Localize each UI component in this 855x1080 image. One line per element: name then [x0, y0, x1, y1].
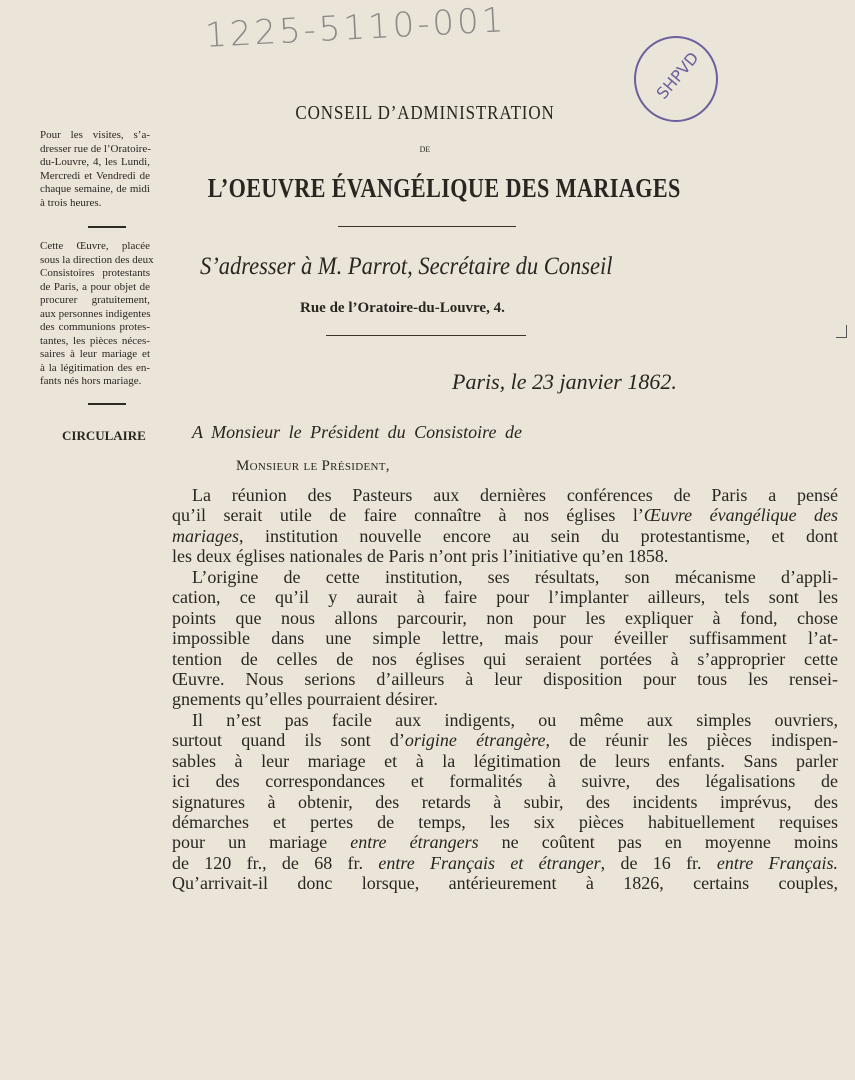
text: gnements qu’elles pourraient désirer.: [172, 689, 438, 710]
body-line: [172, 751, 838, 771]
italic-text: Œuvre évangélique des: [643, 505, 839, 526]
body-line: [172, 812, 838, 832]
text: les deux églises nationales de Paris n’ont pris l’initiative qu’en 1858.: [172, 546, 669, 567]
letter-date: Paris, le 23 janvier 1862.: [452, 369, 677, 394]
addressee-line: A Monsieur le Président du Consistoire de: [192, 422, 522, 442]
sidebar-divider: [88, 226, 126, 228]
heading-de: DE: [419, 145, 431, 154]
text: démarches et pertes de temps, les six pièces habituellement requises: [172, 812, 838, 832]
sidebar-line: Pour les visites, s’a-: [40, 129, 150, 141]
body-line: [172, 771, 838, 791]
text: ne coûtent pas en moyenne moins: [478, 832, 838, 853]
contact-line: S’adresser à M. Parrot, Secrétaire du Conseil: [200, 253, 613, 280]
sidebar-line: dresser rue de l’Oratoire-: [40, 142, 151, 155]
sidebar-line: du-Louvre, 4, les Lundi,: [40, 156, 150, 168]
sidebar-line: fants nés hors mariage.: [40, 375, 142, 387]
body-line: [172, 526, 838, 546]
text: , de réunir les pièces indispen-: [545, 730, 839, 751]
body-line: [172, 587, 838, 607]
sidebar-line: aux personnes indigentes: [40, 307, 151, 320]
text: impossible dans une simple lettre, mais pour éveiller suffisamment l’at-: [172, 628, 838, 649]
text: La réunion des Pasteurs aux dernières conférences de Paris a pensé: [192, 485, 838, 505]
circular-label: CIRCULAIRE: [62, 428, 146, 443]
sidebar-line: procurer gratuitement,: [40, 294, 150, 306]
text: tention de celles de nos églises qui seraient portées à s’approprier cette: [172, 648, 838, 669]
body-line: [172, 832, 838, 852]
crop-mark: [836, 325, 847, 338]
sidebar-divider: [88, 403, 126, 405]
text: Œuvre. Nous serions d’ailleurs à leur disposition pour tous les rensei-: [172, 668, 838, 689]
body-line: [172, 628, 838, 648]
handwritten-archive-number: 1225-5110-001: [204, 0, 508, 56]
sidebar-purpose: [40, 240, 154, 389]
salutation: Monsieur le Président,: [236, 458, 390, 474]
body-line: [172, 710, 838, 730]
sidebar-line: chaque semaine, de midi: [40, 183, 150, 195]
sidebar-line: Cette Œuvre, placée: [40, 240, 150, 252]
body-line: [172, 873, 838, 893]
text: L’origine de cette institution, ses résultats, son mécanisme d’appli-: [192, 566, 838, 587]
body-line: [172, 505, 838, 525]
italic-text: entre Français et étranger: [378, 852, 601, 873]
italic-text: entre étrangers: [350, 832, 479, 853]
sidebar-line: Consistoires protestants: [40, 267, 150, 279]
text: signatures à obtenir, des retards à subir, des incidents imprévus, des: [172, 791, 838, 812]
council-heading: CONSEIL D’ADMINISTRATION: [295, 102, 555, 124]
body-line: [172, 689, 838, 709]
sidebar-line: saires à leur mariage et: [40, 348, 150, 360]
text: Qu’arrivait-il donc lorsque, antérieurement à 1826, certains couples,: [172, 873, 838, 894]
text: , de 16 fr.: [600, 852, 717, 873]
text: cation, ce qu’il y aurait à faire pour l’implanter ailleurs, tels sont les: [172, 587, 838, 608]
italic-text: origine étrangère: [404, 730, 546, 751]
body-line: [172, 669, 838, 689]
stamp-text: SHPVD: [652, 48, 703, 103]
body-line: [172, 608, 838, 628]
sidebar-line: des communions protes-: [40, 321, 150, 333]
sidebar-line: à la légitimation des en-: [40, 361, 150, 374]
document-title: L’OEUVRE ÉVANGÉLIQUE DES MARIAGES: [207, 173, 681, 203]
body-line: [172, 567, 838, 587]
body-line: [172, 485, 838, 505]
text: qu’il serait utile de faire connaître à nos églises l’: [172, 505, 644, 526]
text: ici des correspondances et formalités à suivre, des légalisations de: [172, 771, 838, 792]
text: sables à leur mariage et à la légitimation de leurs enfants. Sans parler: [172, 750, 838, 771]
sidebar-line: à trois heures.: [40, 196, 102, 209]
italic-text: mariages: [172, 525, 239, 546]
body-line: [172, 730, 838, 750]
body-line: [172, 792, 838, 812]
body-line: [172, 546, 838, 566]
text: , institution nouvelle encore au sein du protestantisme, et dont: [239, 525, 838, 546]
sidebar-line: de Paris, a pour objet de: [40, 280, 150, 293]
sidebar-line: sous la direction des deux: [40, 253, 154, 266]
body-line: [172, 853, 838, 873]
text: Il n’est pas facile aux indigents, ou même aux simples ouvriers,: [192, 709, 838, 730]
body-line: [172, 649, 838, 669]
ornament-divider: [326, 335, 526, 336]
sidebar-line: tantes, les pièces néces-: [40, 334, 150, 347]
text: points que nous allons parcourir, non pour les expliquer à fond, chose: [172, 607, 838, 628]
ornament-divider: [338, 226, 516, 227]
italic-text: entre Français.: [716, 852, 839, 873]
sidebar-line: Mercredi et Vendredi de: [40, 169, 150, 182]
sidebar-visits: [40, 129, 150, 210]
text: pour un mariage: [172, 832, 351, 853]
text: surtout quand ils sont d’: [172, 730, 405, 751]
text: de 120 fr., de 68 fr.: [172, 852, 379, 873]
letter-body: [172, 485, 838, 894]
street-address: Rue de l’Oratoire-du-Louvre, 4.: [300, 300, 505, 316]
